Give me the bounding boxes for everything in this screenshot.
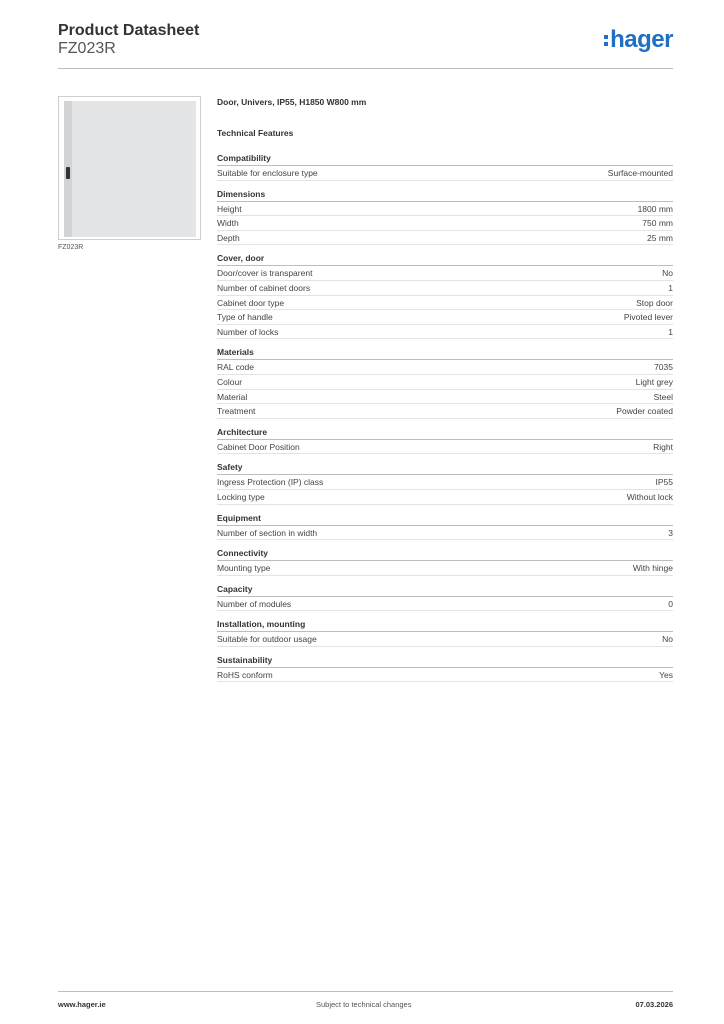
feature-label: Treatment: [217, 406, 256, 417]
feature-label: Mounting type: [217, 563, 271, 574]
feature-value: 25 mm: [647, 232, 673, 243]
door-panel-illustration: [64, 101, 196, 237]
feature-section: [217, 584, 673, 612]
document-title: Product Datasheet: [58, 22, 200, 39]
section-title: Materials: [217, 347, 673, 360]
section-title: Cover, door: [217, 253, 673, 266]
feature-section: [217, 513, 673, 541]
door-handle-icon: [66, 167, 70, 179]
feature-value: Powder coated: [616, 406, 673, 417]
footer-website-link[interactable]: www.hager.ie: [58, 1000, 106, 1009]
feature-label: Suitable for enclosure type: [217, 168, 318, 178]
feature-label: Number of modules: [217, 598, 292, 609]
feature-label: Number of cabinet doors: [217, 282, 311, 293]
logo-text: hager: [610, 26, 673, 53]
technical-content: [217, 97, 673, 690]
feature-label: Number of locks: [217, 326, 279, 337]
feature-row: [217, 325, 673, 340]
page-header: [58, 22, 673, 69]
logo-colon-icon: [604, 35, 608, 46]
feature-row: [217, 281, 673, 296]
feature-label: RoHS conform: [217, 669, 273, 680]
feature-section: [217, 347, 673, 418]
section-title: Capacity: [217, 584, 673, 597]
feature-row: [217, 404, 673, 419]
feature-label: Ingress Protection (IP) class: [217, 477, 324, 488]
feature-section: [217, 427, 673, 455]
feature-row: [217, 216, 673, 231]
feature-label: Colour: [217, 376, 243, 387]
section-title: Compatibility: [217, 153, 673, 166]
feature-value: Surface-mounted: [607, 168, 673, 178]
footer-notice: Subject to technical changes: [316, 1000, 412, 1009]
feature-label: Material: [217, 391, 248, 402]
feature-row: [217, 202, 673, 217]
feature-row: [217, 440, 673, 455]
feature-value: 1: [668, 326, 673, 337]
feature-value: Light grey: [635, 376, 673, 387]
feature-label: Door/cover is transparent: [217, 268, 313, 279]
feature-row: [217, 390, 673, 405]
page-footer: [58, 991, 673, 1011]
feature-value: IP55: [655, 477, 673, 488]
feature-row: [217, 231, 673, 246]
feature-section: [217, 548, 673, 576]
feature-label: Height: [217, 203, 242, 214]
image-caption: FZ023R: [58, 244, 84, 251]
product-image: [58, 96, 201, 240]
feature-sections: [217, 153, 673, 682]
feature-value: No: [662, 268, 673, 279]
section-title: Equipment: [217, 513, 673, 526]
feature-value: Stop door: [636, 297, 673, 308]
feature-value: 1: [668, 282, 673, 293]
footer-date: 07.03.2026: [635, 1000, 673, 1009]
feature-label: Cabinet door type: [217, 297, 285, 308]
feature-value: Without lock: [626, 491, 673, 502]
product-name: Door, Univers, IP55, H1850 W800 mm: [217, 97, 367, 107]
feature-row: [217, 475, 673, 490]
features-heading: Technical Features: [217, 128, 294, 138]
feature-label: RAL code: [217, 362, 255, 373]
feature-section: [217, 153, 673, 181]
feature-row: [217, 360, 673, 375]
feature-row: [217, 597, 673, 612]
feature-row: [217, 310, 673, 325]
feature-value: 3: [668, 527, 673, 538]
feature-value: Right: [653, 441, 673, 452]
section-title: Connectivity: [217, 548, 673, 561]
feature-label: Width: [217, 218, 239, 229]
feature-value: 7035: [654, 362, 673, 373]
feature-row: [217, 166, 673, 181]
product-code: FZ023R: [58, 40, 116, 57]
feature-value: Pivoted lever: [623, 312, 673, 323]
feature-label: Suitable for outdoor usage: [217, 634, 317, 645]
section-title: Safety: [217, 462, 673, 475]
feature-section: [217, 655, 673, 683]
feature-section: [217, 189, 673, 246]
feature-value: With hinge: [632, 563, 673, 574]
feature-label: Depth: [217, 232, 240, 243]
section-title: Sustainability: [217, 655, 673, 668]
feature-label: Cabinet Door Position: [217, 441, 300, 452]
feature-value: 0: [668, 598, 673, 609]
feature-row: [217, 561, 673, 576]
feature-section: [217, 253, 673, 339]
feature-row: [217, 266, 673, 281]
hager-logo: [604, 28, 673, 52]
feature-row: [217, 375, 673, 390]
feature-value: No: [662, 634, 673, 645]
feature-row: [217, 632, 673, 647]
feature-row: [217, 668, 673, 683]
feature-row: [217, 526, 673, 541]
section-title: Dimensions: [217, 189, 673, 202]
feature-label: Number of section in width: [217, 527, 318, 538]
feature-label: Locking type: [217, 491, 265, 502]
feature-section: [217, 462, 673, 504]
feature-value: Steel: [653, 391, 673, 402]
feature-row: [217, 490, 673, 505]
feature-row: [217, 296, 673, 311]
feature-label: Type of handle: [217, 312, 273, 323]
feature-value: 1800 mm: [637, 203, 673, 214]
feature-value: 750 mm: [642, 218, 673, 229]
section-title: Architecture: [217, 427, 673, 440]
section-title: Installation, mounting: [217, 619, 673, 632]
feature-value: Yes: [659, 669, 673, 680]
feature-section: [217, 619, 673, 647]
